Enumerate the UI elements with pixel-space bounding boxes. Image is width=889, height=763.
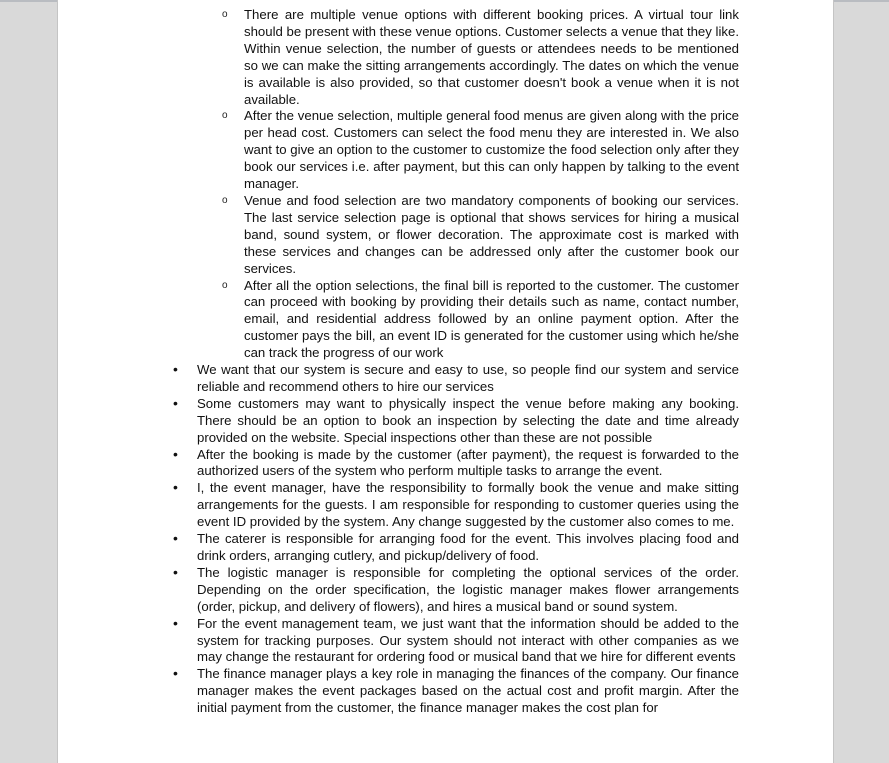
list-item [173, 445, 739, 481]
list-item [173, 614, 739, 667]
list-item [173, 530, 739, 565]
list-item [173, 665, 739, 717]
circle-bullet-icon: o [222, 194, 228, 206]
sub-list-item-text: After all the option selections, the final bill is reported to the customer. The customer can proceed with booking by providing their details such as name, contact number, email, and residential address followed by an online payment option. After the customer pays the bill, an event ID is generated for the customer using which he/she can track the progress of our work [244, 277, 739, 361]
list-item-text: For the event management team, we just want that the information should be added to the system for tracking purposes. Our system should not interact with other companies as we may change the restaurant for ordering food or musical band that we hire for different events [197, 615, 739, 665]
document-body [58, 7, 833, 717]
sub-list-item-text: After the venue selection, multiple general food menus are given along with the price per head cost. Customers can select the food menu they are interested in. We also want to give an option to the customer to customize the food selection only after they book our services i.e. after payment, but this can only happen by talking to the event manager. [244, 108, 739, 192]
list-item [173, 394, 739, 447]
list-item-text: After the booking is made by the customer (after payment), the request is forwarded to the authorized users of the system who perform multiple tasks to arrange the event. [197, 446, 739, 479]
sub-list-item [222, 192, 739, 278]
list-item-text: We want that our system is secure and easy to use, so people find our system and service reliable and recommend others to hire our services [197, 362, 739, 394]
bullet-icon: • [173, 530, 178, 547]
list-item-text: The logistic manager is responsible for completing the optional services of the order. Depending on the order specification, the logistic manager makes flower arrangements (order, pickup, and delivery of flowers), and hires a musical band or sound system. [197, 564, 739, 614]
sub-list-item [222, 7, 739, 108]
sub-list-item-text: Venue and food selection are two mandatory components of booking our services. The last service selection page is optional that shows services for hiring a musical band, sound system, or flower decoration. The approximate cost is marked with these services and changes can be addressed only after the customer book our services. [244, 192, 739, 276]
sub-list-item [222, 277, 739, 363]
list-item [173, 479, 739, 531]
list-item-text: I, the event manager, have the responsibility to formally book the venue and make sitting arrangements for the guests. I am responsible for responding to customer queries using the event ID provided by the system. Any change suggested by the customer also comes to me. [197, 480, 739, 530]
bullet-icon: • [173, 479, 178, 496]
sub-list-item-text: There are multiple venue options with different booking prices. A virtual tour link should be present with these venue options. Customer selects a venue that they like. Within venue selection, the number of guests or attendees needs to be mentioned so we can make the sitting arrangements accordingly. The dates on which the venue is available is also provided, so that customer doesn't book a venue when it is not available. [244, 7, 739, 107]
bullet-icon: • [173, 361, 178, 378]
circle-bullet-icon: o [222, 110, 228, 122]
circle-bullet-icon: o [222, 279, 228, 291]
list-item-text: The finance manager plays a key role in managing the finances of the company. Our finance manager makes the event packages based on the actual cost and profit margin. After the initial payment from the customer, the finance manager makes the cost plan for [197, 666, 739, 716]
bullet-icon: • [173, 445, 178, 462]
circle-bullet-icon: o [222, 9, 228, 20]
list-item [173, 563, 739, 616]
main-bullet-list [58, 362, 833, 717]
bullet-icon: • [173, 394, 178, 411]
sub-list-item [222, 108, 739, 193]
bullet-icon: • [173, 614, 178, 631]
sub-bullet-list [58, 7, 833, 362]
list-item-text: Some customers may want to physically inspect the venue before making any booking. There should be an option to book an inspection by selecting the date and time already provided on the website. Special inspections other than these are not possible [197, 395, 739, 445]
list-item-text: The caterer is responsible for arranging food for the event. This involves placing food and drink orders, arranging cutlery, and pickup/delivery of food. [197, 531, 739, 563]
document-page [57, 0, 834, 763]
bullet-icon: • [173, 563, 178, 580]
list-item [173, 361, 739, 396]
bullet-icon: • [173, 665, 178, 682]
